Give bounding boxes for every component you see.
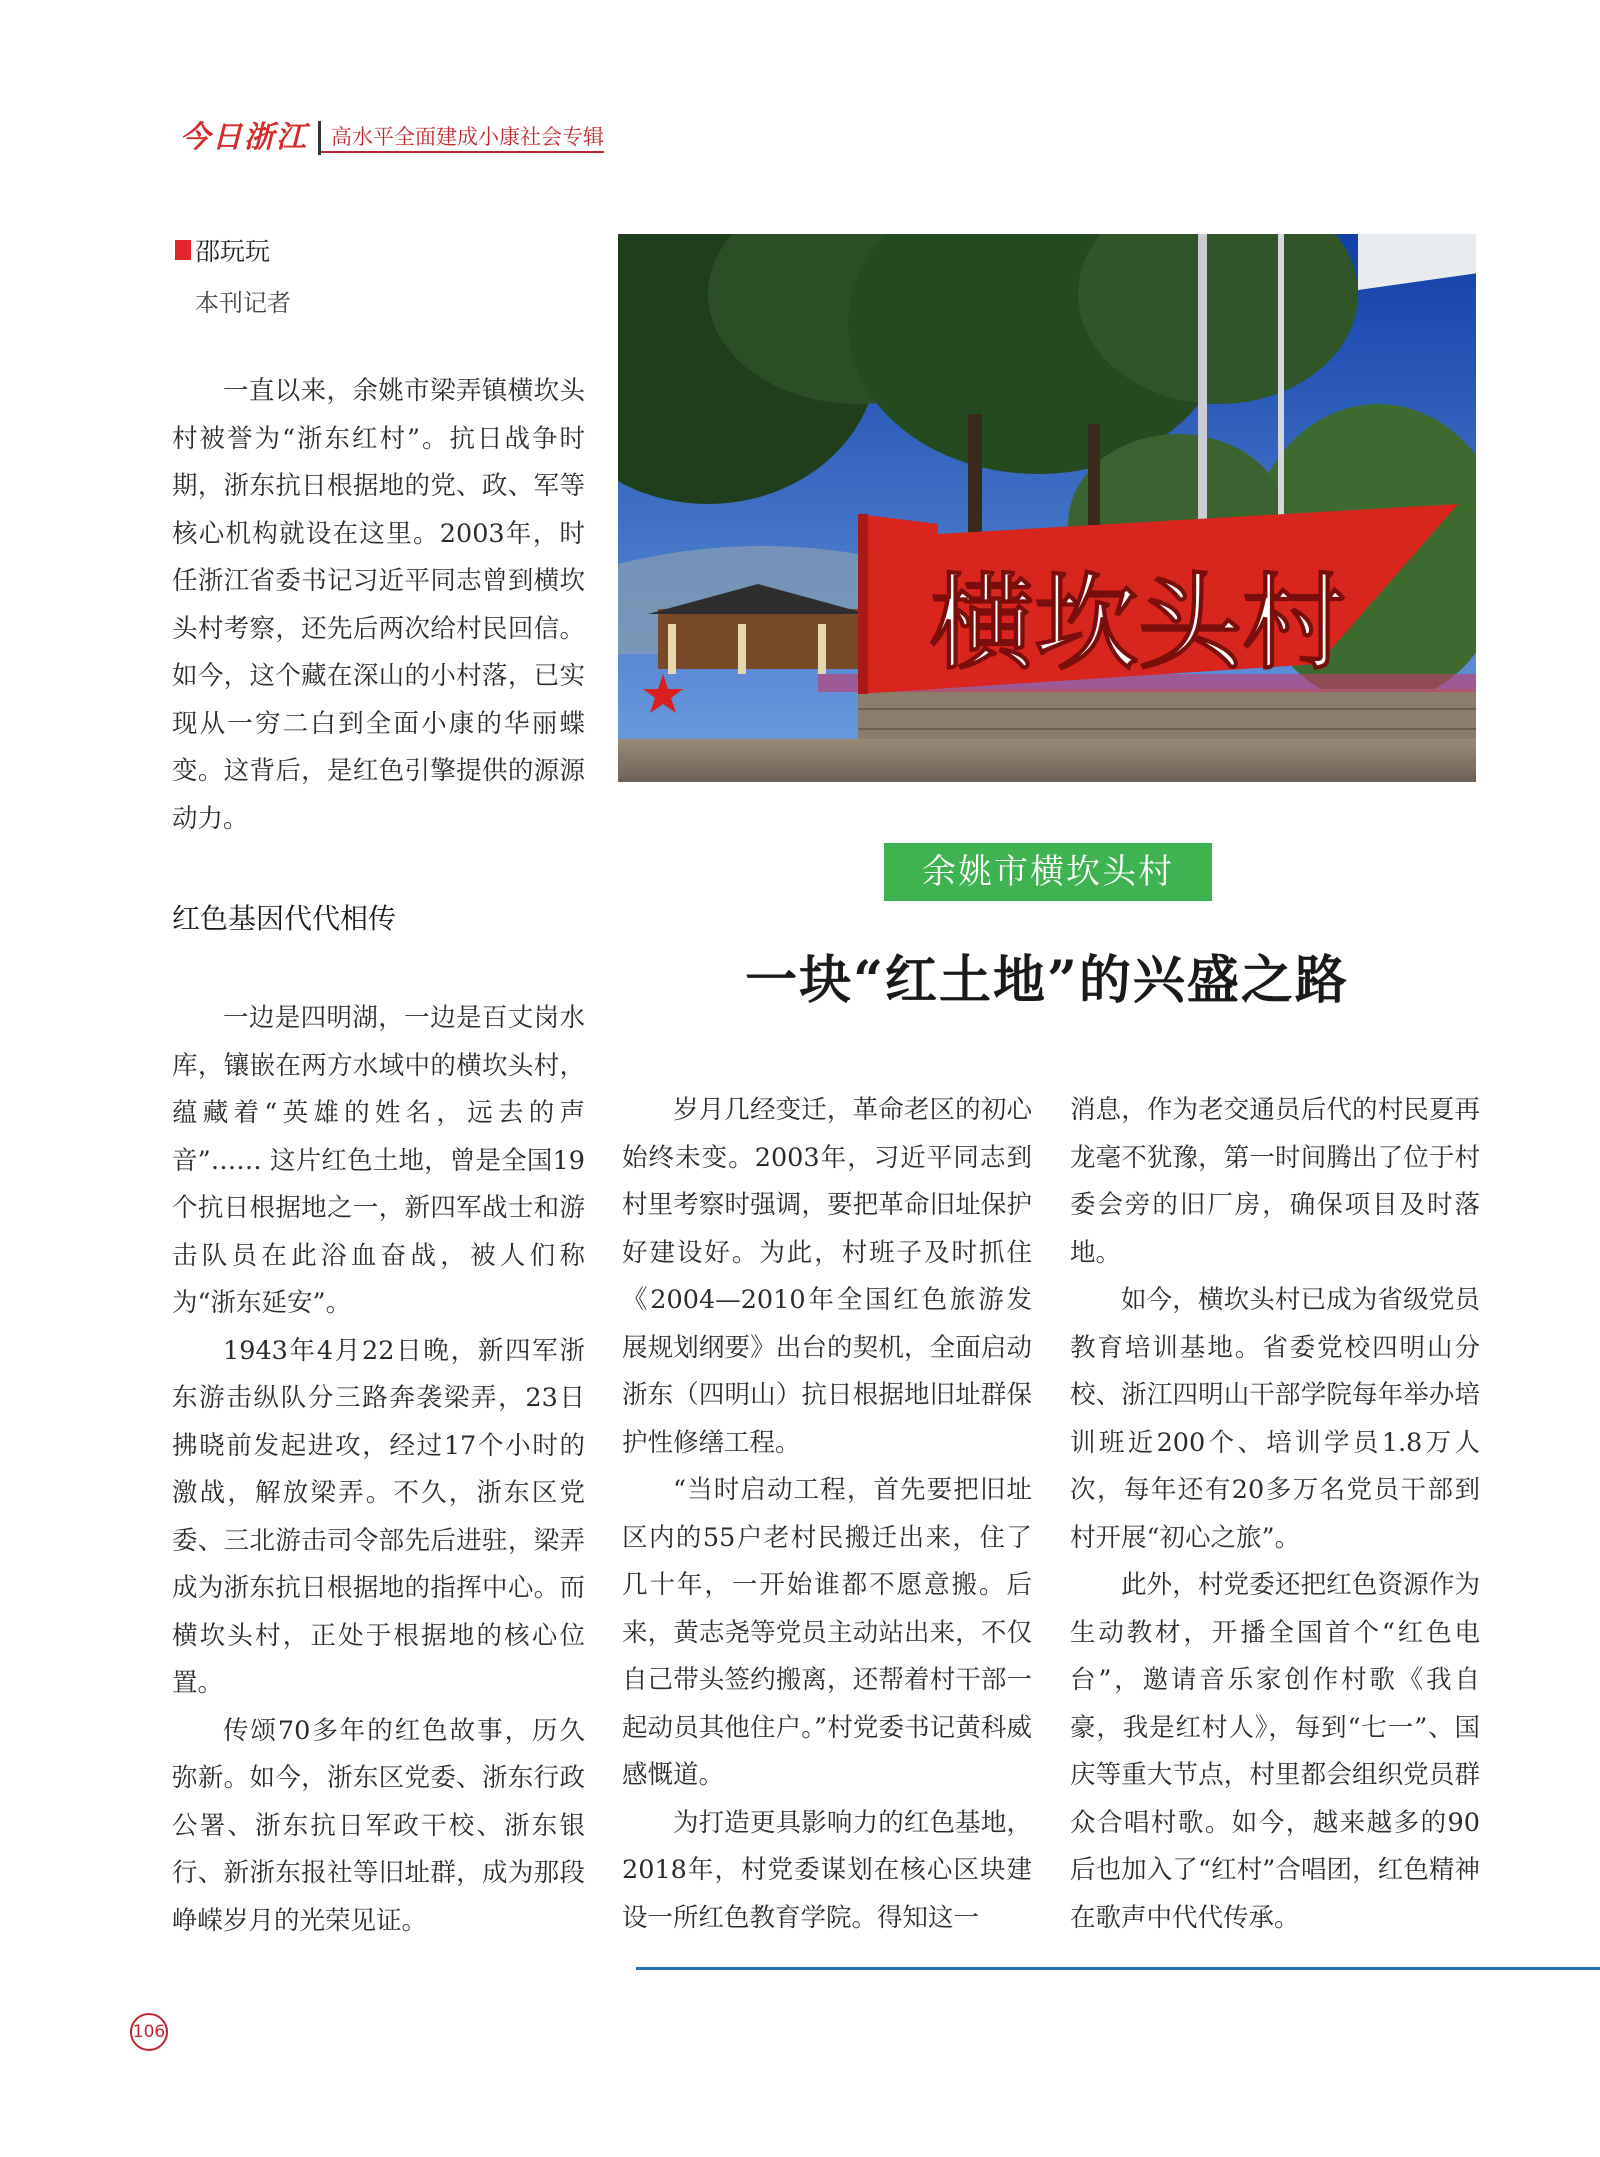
intro-text: [172, 368, 585, 843]
paragraph: 传颂70多年的红色故事，历久弥新。如今，浙东区党委、浙东行政公署、浙东抗日军政干校、浙东银行、新浙东报社等旧址群，成为那段峥嵘岁月的光荣见证。: [172, 1715, 585, 1936]
magazine-logo: 今日浙江: [180, 121, 321, 155]
paragraph: “当时启动工程，首先要把旧址区内的55户老村民搬迁出来，住了几十年，一开始谁都不愿意搬。后来，黄志尧等党员主动站出来，不仅自己带头签约搬离，还帮着村干部一起动员其他住户。”村党委书记黄科威感慨道。: [622, 1475, 1032, 1790]
footer-rule: [636, 1967, 1600, 1970]
paragraph: 此外，村党委还把红色资源作为生动教材，开播全国首个“红色电台”，邀请音乐家创作村歌《我自豪，我是红村人》，每到“七一”、国庆等重大节点，村里都会组织党员群众合唱村歌。如今，越来越多的90后也加入了“红村”合唱团，红色精神在歌声中代代传承。: [1070, 1570, 1480, 1933]
column-1: [172, 995, 585, 1945]
paragraph: 一直以来，余姚市梁弄镇横坎头村被誉为“浙东红村”。抗日战争时期，浙东抗日根据地的党、政、军等核心机构就设在这里。2003年，时任浙江省委书记习近平同志曾到横坎头村考察，还先后两次给村民回信。如今，这个藏在深山的小村落，已实现从一穷二白到全面小康的华丽蝶变。这背后，是红色引擎提供的源源动力。: [172, 376, 585, 834]
subheading: 红色基因代代相传: [172, 902, 397, 935]
column-2: [622, 1087, 1032, 1942]
byline: [175, 232, 270, 268]
page-number: 106: [130, 2013, 168, 2051]
paragraph: 消息，作为老交通员后代的村民夏再龙毫不犹豫，第一时间腾出了位于村委会旁的旧厂房，确保项目及时落地。: [1070, 1095, 1480, 1268]
article-title: 一块“红土地”的兴盛之路: [745, 950, 1349, 1011]
page-header: [180, 118, 604, 158]
paragraph: 如今，横坎头村已成为省级党员教育培训基地。省委党校四明山分校、浙江四明山干部学院每年举办培训班近200个、培训学员1.8万人次，每年还有20多万名党员干部到村开展“初心之旅”。: [1070, 1285, 1480, 1553]
paragraph: 为打造更具影响力的红色基地，2018年，村党委谋划在核心区块建设一所红色教育学院。得知这一: [622, 1807, 1032, 1933]
red-square-icon: [175, 240, 191, 260]
column-3: [1070, 1087, 1480, 1942]
author-name: 邵玩玩: [195, 237, 271, 266]
paragraph: 一边是四明湖，一边是百丈岗水库，镶嵌在两方水域中的横坎头村，蕴藏着“英雄的姓名，远去的声音”…… 这片红色土地，曾是全国19个抗日根据地之一，新四军战士和游击队员在此浴血奋战，被人们称为“浙东延安”。: [172, 1003, 585, 1318]
sign-text: 横坎头村: [929, 562, 1347, 684]
section-title: 高水平全面建成小康社会专辑: [321, 123, 604, 153]
paragraph: 岁月几经变迁，革命老区的初心始终未变。2003年，习近平同志到村里考察时强调，要把革命旧址保护好建设好。为此，村班子及时抓住《2004—2010年全国红色旅游发展规划纲要》出台的契机，全面启动浙东（四明山）抗日根据地旧址群保护性修缮工程。: [622, 1095, 1032, 1458]
paragraph: 1943年4月22日晚，新四军浙东游击纵队分三路奔袭梁弄，23日拂晓前发起进攻，经过17个小时的激战，解放梁弄。不久，浙东区党委、三北游击司令部先后进驻，梁弄成为浙东抗日根据地的指挥中心。而横坎头村，正处于根据地的核心位置。: [172, 1335, 585, 1698]
author-role: 本刊记者: [195, 289, 291, 317]
photo-illustration: [618, 234, 1476, 782]
village-sign-photo: [618, 234, 1476, 782]
location-badge: 余姚市横坎头村: [884, 843, 1212, 901]
